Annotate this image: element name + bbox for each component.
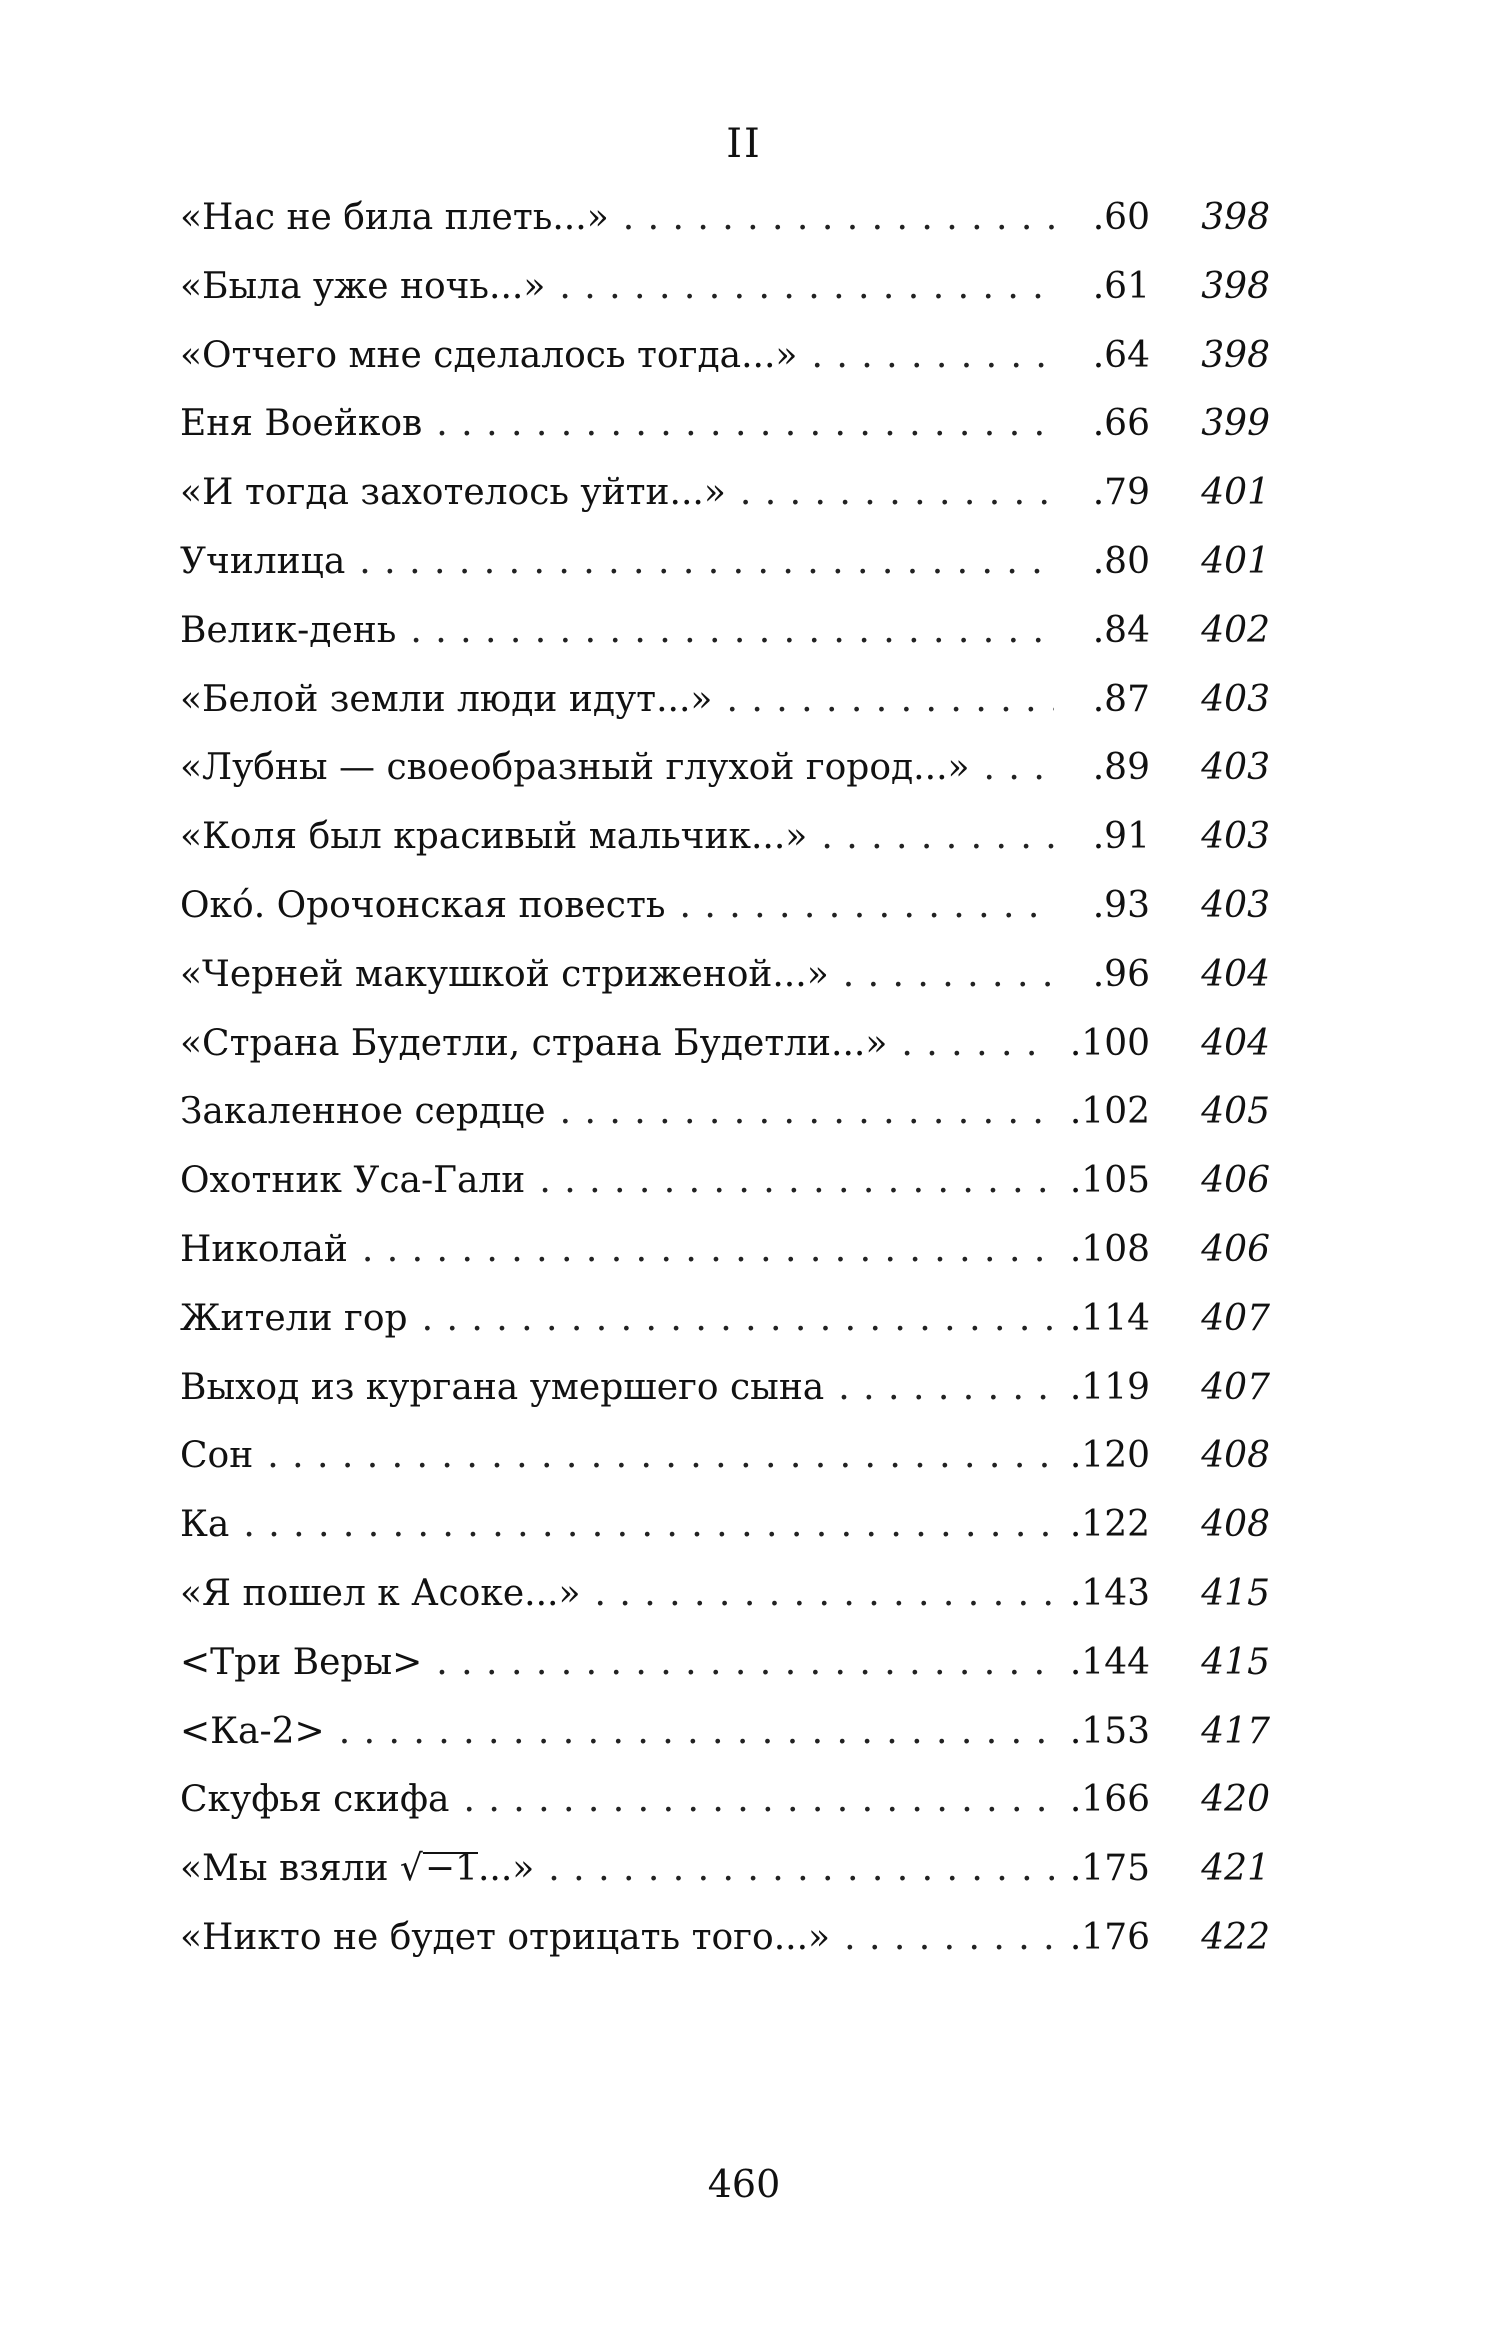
dot-leader xyxy=(901,1010,1054,1079)
toc-entry xyxy=(180,1835,1270,1904)
entry-page: .100 xyxy=(1069,1022,1150,1064)
toc-entry xyxy=(180,184,1270,253)
table-of-contents xyxy=(180,184,1270,1973)
entry-note-page: 406 xyxy=(1201,1228,1270,1270)
entry-note-page: 407 xyxy=(1201,1366,1270,1408)
entry-note-page: 399 xyxy=(1201,403,1270,445)
toc-entry xyxy=(180,666,1270,735)
entry-note-page: 417 xyxy=(1201,1710,1270,1752)
dot-leader xyxy=(436,1629,1054,1698)
entry-note-page: 401 xyxy=(1201,472,1270,514)
dot-leader xyxy=(548,1835,1054,1904)
entry-note-page: 401 xyxy=(1201,540,1270,582)
toc-entry xyxy=(180,1491,1270,1560)
entry-page: .119 xyxy=(1069,1366,1150,1408)
entry-page: .91 xyxy=(1092,816,1150,858)
entry-title: Сон xyxy=(180,1435,254,1477)
entry-note-page: 415 xyxy=(1201,1572,1270,1614)
entry-page: .61 xyxy=(1092,265,1150,307)
dot-leader xyxy=(339,1698,1054,1767)
dot-leader xyxy=(811,322,1054,391)
entry-title: Еня Воейков xyxy=(180,403,423,445)
entry-title: Ка xyxy=(180,1504,230,1546)
toc-entry xyxy=(180,1010,1270,1079)
entry-title-prefix: «Мы взяли xyxy=(180,1848,400,1890)
entry-note-page: 398 xyxy=(1201,197,1270,238)
entry-title: Николай xyxy=(180,1228,348,1270)
toc-entry xyxy=(180,1285,1270,1354)
entry-title: «Страна Будетли, страна Будетли...» xyxy=(180,1022,888,1064)
entry-title: «Отчего мне сделалось тогда...» xyxy=(180,334,798,376)
entry-page: .89 xyxy=(1092,747,1150,789)
dot-leader xyxy=(843,941,1054,1010)
entry-page: .66 xyxy=(1092,403,1150,445)
dot-leader xyxy=(740,459,1054,528)
entry-title: «Никто не будет отрицать того...» xyxy=(180,1916,831,1958)
entry-note-page: 407 xyxy=(1201,1297,1270,1339)
dot-leader xyxy=(838,1354,1054,1423)
entry-note-page: 404 xyxy=(1201,1022,1270,1064)
entry-page: .144 xyxy=(1069,1641,1150,1683)
entry-page: .96 xyxy=(1092,953,1150,995)
toc-entry xyxy=(180,872,1270,941)
entry-title-radicand: −1 xyxy=(424,1848,478,1890)
toc-entry xyxy=(180,253,1270,322)
toc-entry xyxy=(180,1766,1270,1835)
entry-note-page: 408 xyxy=(1201,1504,1270,1546)
entry-note-page: 398 xyxy=(1201,334,1270,376)
dot-leader xyxy=(463,1766,1054,1835)
dot-leader xyxy=(559,253,1054,322)
entry-page: .93 xyxy=(1092,884,1150,926)
toc-entry xyxy=(180,1698,1270,1767)
entry-page: .176 xyxy=(1069,1916,1150,1958)
entry-note-page: 398 xyxy=(1201,265,1270,307)
toc-entry xyxy=(180,734,1270,803)
dot-leader xyxy=(595,1560,1055,1629)
entry-title: Око́. Орочонская повесть xyxy=(180,884,666,926)
entry-page: .87 xyxy=(1092,678,1150,720)
toc-entry xyxy=(180,390,1270,459)
dot-leader xyxy=(623,184,1054,253)
entry-title: «Коля был красивый мальчик...» xyxy=(180,816,808,858)
entry-note-page: 420 xyxy=(1201,1779,1270,1821)
toc-entry xyxy=(180,1904,1270,1973)
toc-entry xyxy=(180,1354,1270,1423)
entry-title: «Белой земли люди идут...» xyxy=(180,678,713,720)
entry-title xyxy=(180,1835,548,1904)
entry-title: «И тогда захотелось уйти...» xyxy=(180,472,726,514)
entry-note-page: 404 xyxy=(1201,953,1270,995)
entry-note-page: 403 xyxy=(1201,816,1270,858)
dot-leader xyxy=(267,1422,1054,1491)
entry-title: «Черней макушкой стриженой...» xyxy=(180,953,829,995)
entry-note-page: 406 xyxy=(1201,1160,1270,1202)
entry-note-page: 408 xyxy=(1201,1435,1270,1477)
entry-page: .79 xyxy=(1092,472,1150,514)
toc-entry xyxy=(180,1147,1270,1216)
entry-page: .143 xyxy=(1069,1572,1150,1614)
toc-entry xyxy=(180,597,1270,666)
dot-leader xyxy=(679,872,1054,941)
entry-title: Скуфья скифа xyxy=(180,1779,450,1821)
page-number: 460 xyxy=(707,2162,781,2206)
entry-page: .108 xyxy=(1069,1228,1150,1270)
entry-title: Велик-день xyxy=(180,609,397,651)
toc-entry xyxy=(180,1560,1270,1629)
entry-note-page: 403 xyxy=(1201,678,1270,720)
entry-title: Выход из кургана умершего сына xyxy=(180,1366,825,1408)
entry-page: .102 xyxy=(1069,1091,1150,1133)
dot-leader xyxy=(362,1216,1054,1285)
dot-leader xyxy=(422,1285,1054,1354)
entry-page: .122 xyxy=(1069,1504,1150,1546)
toc-entry xyxy=(180,322,1270,391)
entry-title: «Я пошел к Асоке...» xyxy=(180,1572,581,1614)
toc-entry xyxy=(180,1216,1270,1285)
dot-leader xyxy=(359,528,1054,597)
entry-note-page: 422 xyxy=(1201,1916,1270,1958)
entry-title: <Ка-2> xyxy=(180,1710,325,1752)
entry-title: <Три Веры> xyxy=(180,1641,423,1683)
entry-title: «Лубны — своеобразный глухой город...» xyxy=(180,747,970,789)
entry-note-page: 403 xyxy=(1201,747,1270,789)
entry-page: .60 xyxy=(1092,197,1150,238)
entry-page: .153 xyxy=(1069,1710,1150,1752)
entry-title: «Была уже ночь...» xyxy=(180,265,546,307)
dot-leader xyxy=(726,666,1054,735)
toc-entry xyxy=(180,1422,1270,1491)
entry-title: Закаленное сердце xyxy=(180,1091,546,1133)
entry-page: .166 xyxy=(1069,1779,1150,1821)
entry-page: .105 xyxy=(1069,1160,1150,1202)
dot-leader xyxy=(844,1904,1054,1973)
entry-page: .80 xyxy=(1092,540,1150,582)
dot-leader xyxy=(436,390,1054,459)
entry-note-page: 421 xyxy=(1201,1848,1270,1890)
entry-note-page: 415 xyxy=(1201,1641,1270,1683)
dot-leader xyxy=(821,803,1054,872)
toc-entry xyxy=(180,459,1270,528)
toc-entry xyxy=(180,941,1270,1010)
toc-entry xyxy=(180,528,1270,597)
entry-title: «Нас не била плеть...» xyxy=(180,197,609,238)
entry-title: Училица xyxy=(180,540,346,582)
toc-entry xyxy=(180,1629,1270,1698)
entry-page: .175 xyxy=(1069,1848,1150,1890)
entry-page: .114 xyxy=(1069,1297,1150,1339)
dot-leader xyxy=(410,597,1054,666)
entry-page: .120 xyxy=(1069,1435,1150,1477)
dot-leader xyxy=(984,734,1054,803)
toc-entry xyxy=(180,1078,1270,1147)
entry-note-page: 403 xyxy=(1201,884,1270,926)
section-heading: II xyxy=(726,121,762,167)
entry-title-suffix: ...» xyxy=(477,1848,535,1890)
entry-title: Охотник Уса-Гали xyxy=(180,1160,526,1202)
entry-page: .84 xyxy=(1092,609,1150,651)
entry-page: .64 xyxy=(1092,334,1150,376)
toc-entry xyxy=(180,803,1270,872)
entry-note-page: 405 xyxy=(1201,1091,1270,1133)
square-root-sign: √ xyxy=(399,1848,423,1890)
dot-leader xyxy=(539,1147,1054,1216)
dot-leader xyxy=(560,1078,1054,1147)
entry-title: Жители гор xyxy=(180,1297,408,1339)
dot-leader xyxy=(243,1491,1054,1560)
entry-note-page: 402 xyxy=(1201,609,1270,651)
